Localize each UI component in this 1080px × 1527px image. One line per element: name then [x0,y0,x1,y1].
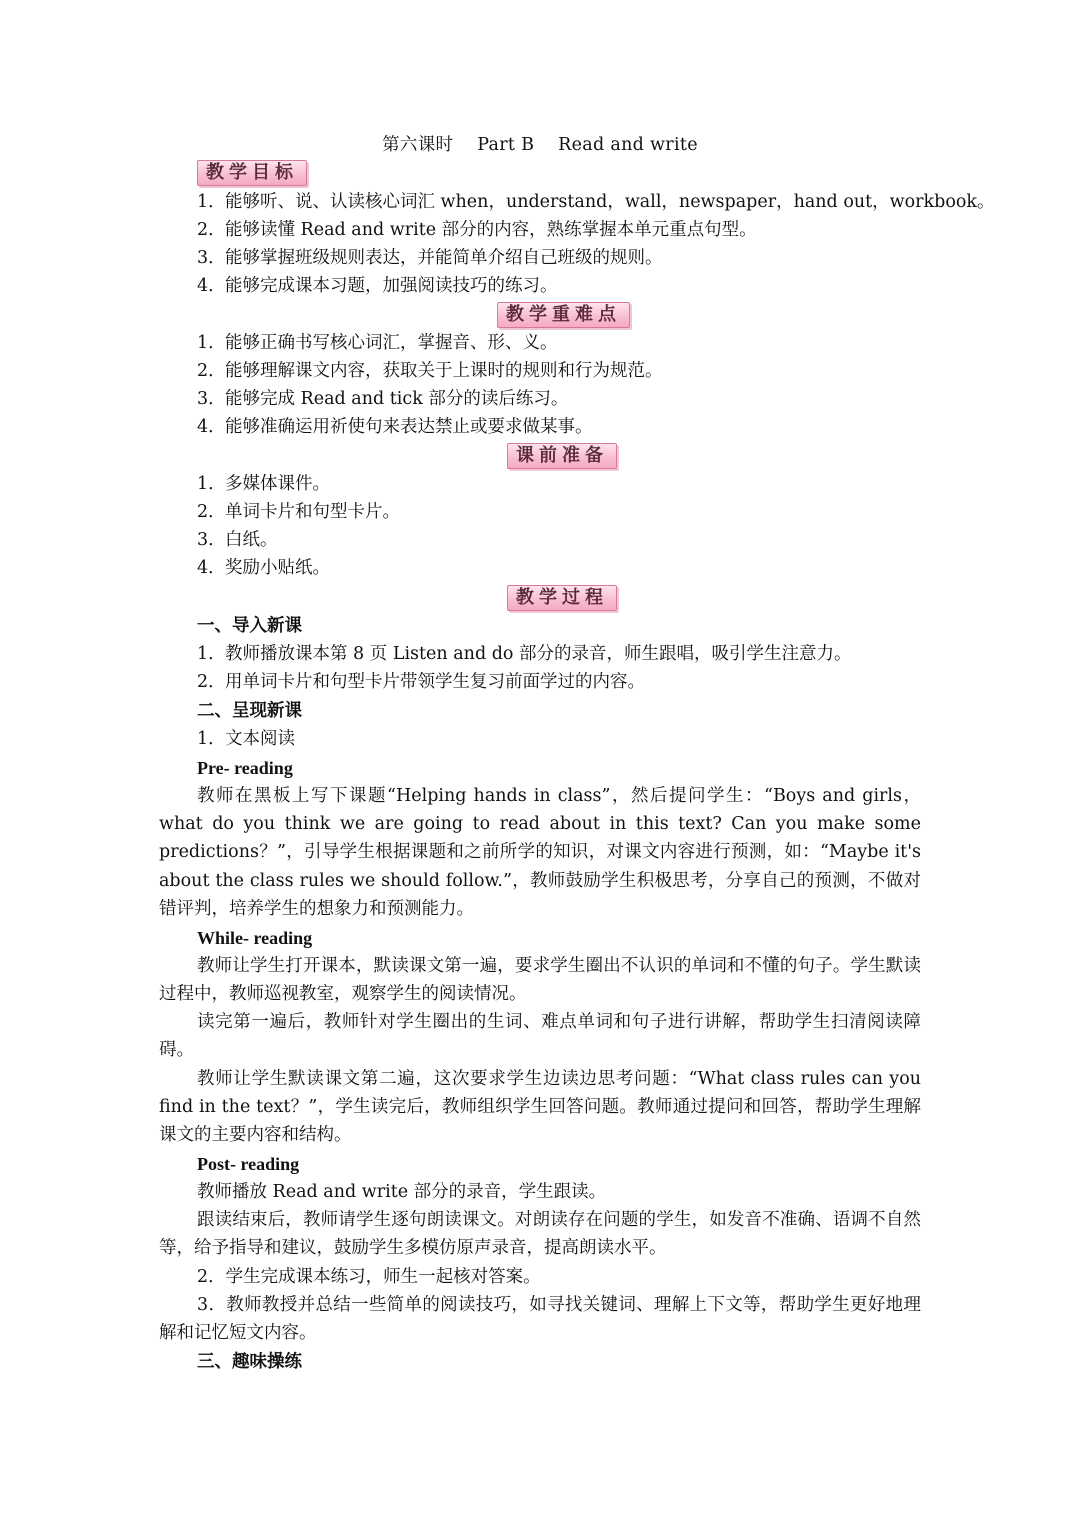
objectives-badge-row [197,160,307,190]
process-badge: 教学过程 [507,585,617,611]
pre-reading-paragraph: 教师在黑板上写下课题“Helping hands in class”，然后提问学生：“Boys and girls，what do you think we are going to read about in this text? Can you make some predictions？”，引导学生根据课题和之前所学的知识，对课文内容进行预测，如：“Maybe it's about the class rules we should follow.”，教师鼓励学生积极思考，分享自己的预测，不做对错评判，培养学生的想象力和预测能力。 [159,786,921,919]
lesson-number: 第六课时 [382,135,454,155]
objective-item: 1．能够听、说、认读核心词汇 when，understand，wall，newspaper，hand out，workbook。 [197,192,995,212]
key-points-badge: 教学重难点 [497,302,630,328]
key-point-item: 1．能够正确书写核心词汇，掌握音、形、义。 [197,333,558,353]
while-reading-paragraph: 读完第一遍后，教师针对学生圈出的生词、难点单词和句子进行讲解，帮助学生扫清阅读障碍。 [159,1012,921,1061]
objective-item: 3．能够掌握班级规则表达，并能简单介绍自己班级的规则。 [197,248,663,268]
preparation-item: 2．单词卡片和句型卡片。 [197,502,400,522]
section-heading-practice: 三、趣味操练 [197,1352,302,1372]
key-point-item: 3．能够完成 Read and tick 部分的读后练习。 [197,389,569,409]
key-point-item: 2．能够理解课文内容，获取关于上课时的规则和行为规范。 [197,361,663,381]
intro-item: 1．教师播放课本第 8 页 Listen and do 部分的录音，师生跟唱，吸引学生注意力。 [197,644,852,664]
post-reading-paragraph: 教师播放 Read and write 部分的录音，学生跟读。 [197,1182,607,1202]
preparation-badge: 课前准备 [507,443,617,469]
objective-item: 2．能够读懂 Read and write 部分的内容，熟练掌握本单元重点句型。 [197,220,757,240]
preparation-badge-row [507,443,617,473]
present-item-2: 2．学生完成课本练习，师生一起核对答案。 [197,1267,541,1287]
process-badge-row [507,585,617,615]
present-sub-item: 1．文本阅读 [197,729,295,749]
post-reading-paragraph: 跟读结束后，教师请学生逐句朗读课文。对朗读存在问题的学生，如发音不准确、语调不自然等，给予指导和建议，鼓励学生多模仿原声录音，提高朗读水平。 [159,1210,921,1259]
while-reading-label: While- reading [197,928,313,948]
present-item-3: 3．教师教授并总结一些简单的阅读技巧，如寻找关键词、理解上下文等，帮助学生更好地理解和记忆短文内容。 [159,1295,921,1344]
key-points-badge-row [497,302,630,332]
while-reading-paragraph: 教师让学生默读课文第二遍，这次要求学生边读边思考问题：“What class rules can you find in the text？”，学生读完后，教师组织学生回答问题。教师通过提问和回答，帮助学生理解课文的主要内容和结构。 [159,1069,921,1146]
section-heading-present: 二、呈现新课 [197,701,302,721]
section-heading-intro: 一、导入新课 [197,616,302,636]
lesson-title [0,132,1080,158]
intro-item: 2．用单词卡片和句型卡片带领学生复习前面学过的内容。 [197,672,645,692]
post-reading-label: Post- reading [197,1154,300,1174]
while-reading-paragraph: 教师让学生打开课本，默读课文第一遍，要求学生圈出不认识的单词和不懂的句子。学生默读过程中，教师巡视教室，观察学生的阅读情况。 [159,956,921,1005]
lesson-topic: Read and write [558,135,698,155]
preparation-item: 1．多媒体课件。 [197,474,330,494]
preparation-item: 4．奖励小贴纸。 [197,558,330,578]
key-point-item: 4．能够准确运用祈使句来表达禁止或要求做某事。 [197,417,593,437]
preparation-item: 3．白纸。 [197,530,278,550]
objectives-badge: 教学目标 [197,160,307,186]
objective-item: 4．能够完成课本习题，加强阅读技巧的练习。 [197,276,558,296]
lesson-part: Part B [477,135,535,155]
pre-reading-label: Pre- reading [197,758,293,778]
